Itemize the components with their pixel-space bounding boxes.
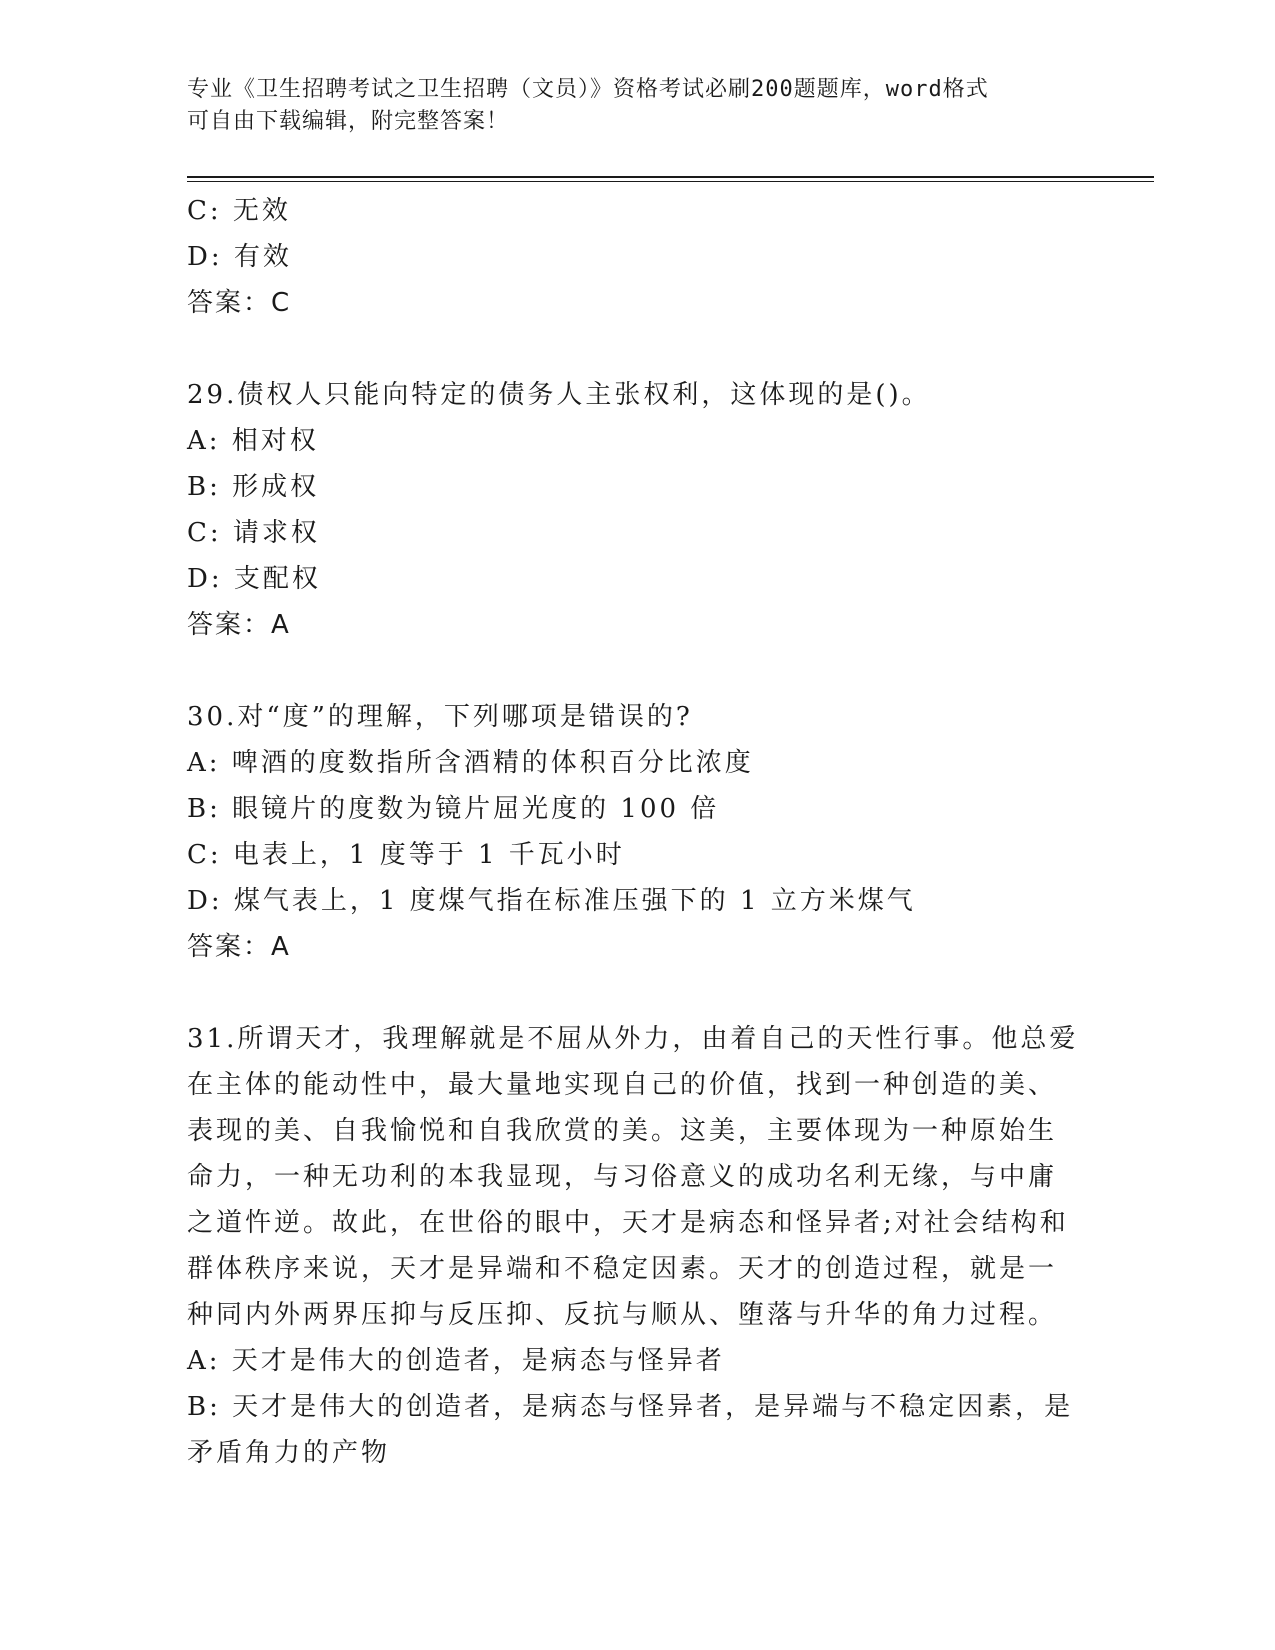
question-stem-line: 之道忤逆。故此，在世俗的眼中，天才是病态和怪异者;对社会结构和 [187,1208,1069,1238]
question-stem-line: 种同内外两界压抑与反压抑、反抗与顺从、堕落与升华的角力过程。 [187,1300,1058,1330]
spacer [187,326,1077,372]
spacer [187,970,1077,1016]
question-stem: 30.对“度”的理解，下列哪项是错误的? [187,702,693,732]
option-d: D: 煤气表上，1 度煤气指在标准压强下的 1 立方米煤气 [187,886,916,916]
option-b-continued: 矛盾角力的产物 [187,1438,391,1468]
option-b: B: 天才是伟大的创造者，是病态与怪异者，是异端与不稳定因素，是 [187,1392,1074,1422]
document-header [187,74,1067,138]
option-b: B: 眼镜片的度数为镜片屈光度的 100 倍 [187,794,720,824]
option-a: A: 天才是伟大的创造者，是病态与怪异者 [187,1346,725,1376]
header-title-line-2: 可自由下载编辑，附完整答案！ [187,109,510,134]
header-divider-thick [187,176,1154,178]
spacer [187,648,1077,694]
question-29 [187,372,1077,648]
option-c: C: 请求权 [187,518,320,548]
option-b: B: 形成权 [187,472,320,502]
question-stem-line: 命力，一种无功利的本我显现，与习俗意义的成功名利无缘，与中庸 [187,1162,1058,1192]
question-stem-line: 群体秩序来说，天才是异端和不稳定因素。天才的创造过程，就是一 [187,1254,1058,1284]
option-a: A: 啤酒的度数指所含酒精的体积百分比浓度 [187,748,754,778]
question-31 [187,1016,1077,1476]
answer-line: 答案：A [187,610,291,640]
answer-line: 答案：C [187,288,292,318]
option-a: A: 相对权 [187,426,319,456]
header-divider-thin [187,181,1154,182]
option-d: D: 有效 [187,242,292,272]
question-28 [187,188,1077,326]
option-d: D: 支配权 [187,564,321,594]
option-c: C: 电表上，1 度等于 1 千瓦小时 [187,840,625,870]
question-stem: 29.债权人只能向特定的债务人主张权利，这体现的是()。 [187,380,931,410]
question-stem-line: 在主体的能动性中，最大量地实现自己的价值，找到一种创造的美、 [187,1070,1058,1100]
question-30 [187,694,1077,970]
option-c: C: 无效 [187,196,291,226]
question-list [187,188,1077,1476]
question-stem-line: 31.所谓天才，我理解就是不屈从外力，由着自己的天性行事。他总爱 [187,1024,1079,1054]
answer-line: 答案：A [187,932,291,962]
header-title-line-1: 专业《卫生招聘考试之卫生招聘（文员）》资格考试必刷200题题库，word格式 [187,77,989,102]
question-stem-line: 表现的美、自我愉悦和自我欣赏的美。这美，主要体现为一种原始生 [187,1116,1058,1146]
